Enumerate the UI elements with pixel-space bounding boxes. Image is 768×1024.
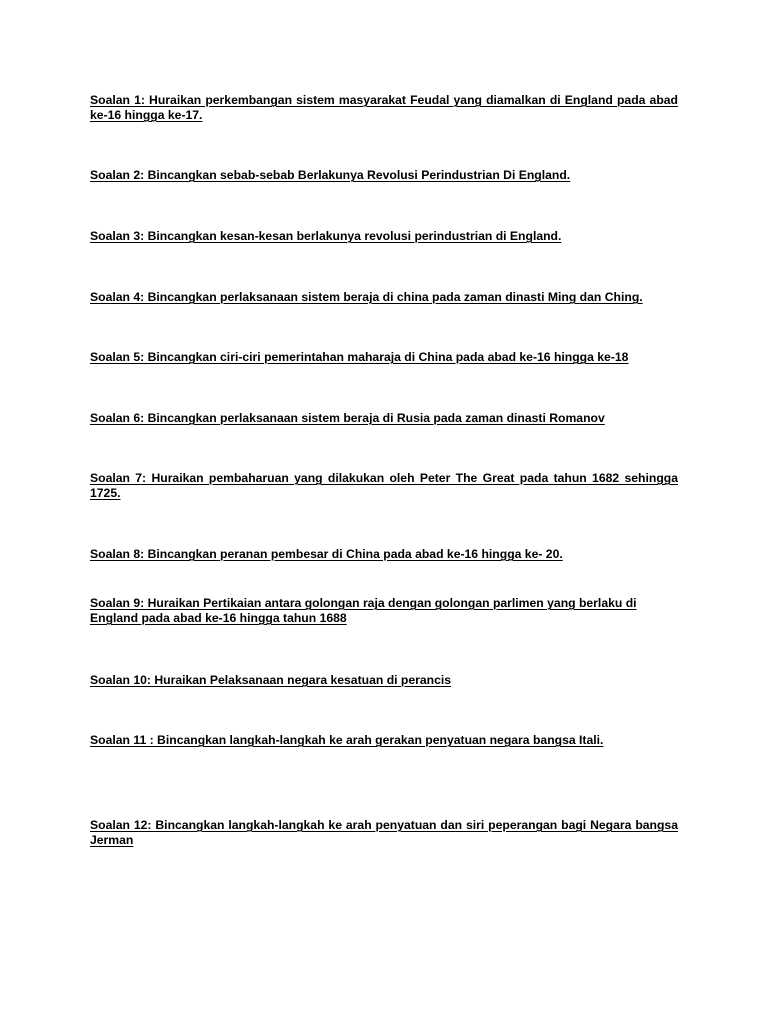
- question-12: Soalan 12: Bincangkan langkah-langkah ke arah penyatuan dan siri peperangan bagi Negara bangsa Jerman: [90, 818, 678, 847]
- question-1: Soalan 1: Huraikan perkembangan sistem masyarakat Feudal yang diamalkan di England pada abad ke-16 hingga ke-17.: [90, 93, 678, 122]
- question-3: Soalan 3: Bincangkan kesan-kesan berlakunya revolusi perindustrian di England.: [90, 229, 562, 243]
- question-5: Soalan 5: Bincangkan ciri-ciri pemerintahan maharaja di China pada abad ke-16 hingga ke-18: [90, 350, 629, 364]
- question-7: Soalan 7: Huraikan pembaharuan yang dilakukan oleh Peter The Great pada tahun 1682 sehingga 1725.: [90, 471, 678, 500]
- question-2: Soalan 2: Bincangkan sebab-sebab Berlakunya Revolusi Perindustrian Di England.: [90, 168, 571, 182]
- question-11: Soalan 11 : Bincangkan langkah-langkah ke arah gerakan penyatuan negara bangsa Itali.: [90, 733, 604, 747]
- question-4: Soalan 4: Bincangkan perlaksanaan sistem beraja di china pada zaman dinasti Ming dan Ching.: [90, 290, 643, 304]
- question-9: Soalan 9: Huraikan Pertikaian antara golongan raja dengan golongan parlimen yang berlaku di England pada abad ke-16 hingga tahun 1688: [90, 596, 637, 625]
- question-10: Soalan 10: Huraikan Pelaksanaan negara kesatuan di perancis: [90, 673, 452, 687]
- question-8: Soalan 8: Bincangkan peranan pembesar di China pada abad ke-16 hingga ke- 20.: [90, 547, 563, 561]
- question-6: Soalan 6: Bincangkan perlaksanaan sistem beraja di Rusia pada zaman dinasti Romanov: [90, 411, 605, 425]
